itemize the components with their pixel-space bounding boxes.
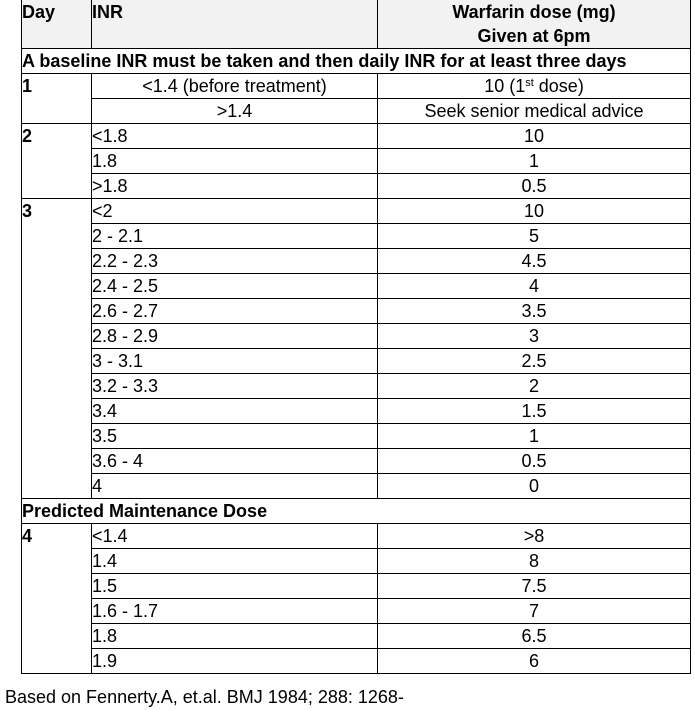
inr-cell: 2.2 - 2.3 (92, 249, 378, 274)
day-cell: 4 (22, 524, 92, 674)
table-row (22, 524, 691, 549)
table-row (22, 224, 691, 249)
citation-footer: Based on Fennerty.A, et.al. BMJ 1984; 288: 1268- (5, 687, 404, 707)
dose-cell: 10 (378, 124, 691, 149)
table-header-row (22, 0, 691, 49)
header-warfarin-dose (378, 0, 691, 49)
dose-cell: 6 (378, 649, 691, 674)
day-cell: 2 (22, 124, 92, 199)
table-row (22, 424, 691, 449)
table-row (22, 349, 691, 374)
inr-cell: 1.5 (92, 574, 378, 599)
ordinal-suffix: st (525, 77, 534, 89)
inr-cell: <2 (92, 199, 378, 224)
baseline-instruction: A baseline INR must be taken and then daily INR for at least three days (22, 49, 691, 74)
inr-cell: 3 - 3.1 (92, 349, 378, 374)
dose-cell (378, 74, 691, 99)
inr-cell: 4 (92, 474, 378, 499)
inr-cell: 1.8 (92, 149, 378, 174)
inr-cell: 3.2 - 3.3 (92, 374, 378, 399)
maintenance-header-row (22, 499, 691, 524)
header-dose-line1: Warfarin dose (mg) (452, 2, 616, 22)
inr-cell: <1.8 (92, 124, 378, 149)
table-row (22, 599, 691, 624)
inr-cell: 3.6 - 4 (92, 449, 378, 474)
inr-cell: 1.4 (92, 549, 378, 574)
inr-cell: <1.4 (92, 524, 378, 549)
dose-cell: 2.5 (378, 349, 691, 374)
dose-cell: 8 (378, 549, 691, 574)
inr-cell: 2.8 - 2.9 (92, 324, 378, 349)
day-cell: 3 (22, 199, 92, 499)
table-row (22, 274, 691, 299)
table-row (22, 199, 691, 224)
inr-cell: 3.4 (92, 399, 378, 424)
table-row (22, 174, 691, 199)
table-row (22, 124, 691, 149)
inr-cell: >1.4 (92, 99, 378, 124)
dose-cell: 3.5 (378, 299, 691, 324)
dose-cell: 4 (378, 274, 691, 299)
table-row (22, 624, 691, 649)
table-row (22, 549, 691, 574)
table-row (22, 149, 691, 174)
predicted-maintenance-dose-heading: Predicted Maintenance Dose (22, 499, 691, 524)
inr-cell: 3.5 (92, 424, 378, 449)
dose-cell: 1 (378, 149, 691, 174)
inr-cell: 1.8 (92, 624, 378, 649)
dose-cell: 7 (378, 599, 691, 624)
inr-cell: 2.4 - 2.5 (92, 274, 378, 299)
inr-cell: >1.8 (92, 174, 378, 199)
dose-cell: 0.5 (378, 174, 691, 199)
dose-cell: 0 (378, 474, 691, 499)
inr-cell: 1.9 (92, 649, 378, 674)
banner-row (22, 49, 691, 74)
table-row (22, 474, 691, 499)
dose-cell: 7.5 (378, 574, 691, 599)
dose-cell: 5 (378, 224, 691, 249)
table-row (22, 299, 691, 324)
dose-cell: Seek senior medical advice (378, 99, 691, 124)
header-day: Day (22, 0, 92, 49)
day-cell: 1 (22, 74, 92, 124)
dose-cell: 1.5 (378, 399, 691, 424)
inr-cell: 2 - 2.1 (92, 224, 378, 249)
inr-cell: <1.4 (before treatment) (92, 74, 378, 99)
table-row (22, 74, 691, 99)
table-row (22, 374, 691, 399)
dose-value: 10 (1 (484, 76, 526, 96)
header-dose-line2: Given at 6pm (477, 26, 591, 46)
table-row (22, 99, 691, 124)
dose-cell: 4.5 (378, 249, 691, 274)
table-row (22, 574, 691, 599)
dose-cell: 2 (378, 374, 691, 399)
dose-cell: 10 (378, 199, 691, 224)
dose-note: dose) (533, 76, 584, 96)
header-inr: INR (92, 0, 378, 49)
dose-cell: >8 (378, 524, 691, 549)
inr-cell: 1.6 - 1.7 (92, 599, 378, 624)
table-row (22, 249, 691, 274)
dose-cell: 1 (378, 424, 691, 449)
dose-cell: 6.5 (378, 624, 691, 649)
dose-cell: 0.5 (378, 449, 691, 474)
inr-cell: 2.6 - 2.7 (92, 299, 378, 324)
dose-cell: 3 (378, 324, 691, 349)
table-row (22, 324, 691, 349)
table-row (22, 449, 691, 474)
table-row (22, 649, 691, 674)
warfarin-dosing-table (21, 0, 691, 674)
table-row (22, 399, 691, 424)
